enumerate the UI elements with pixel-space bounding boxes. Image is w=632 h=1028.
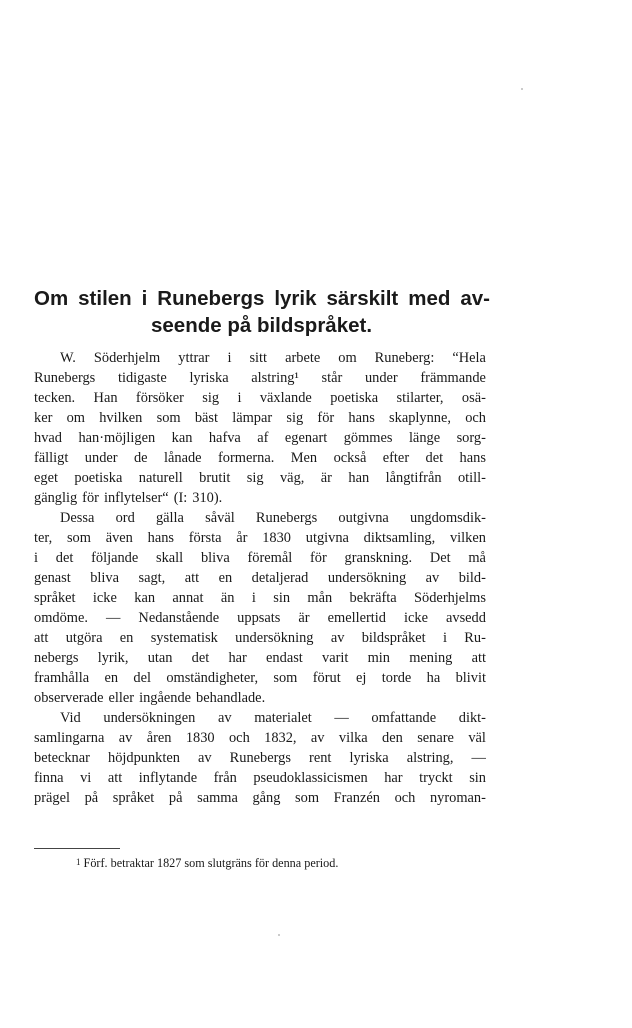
- word: han·möjligen: [78, 430, 156, 446]
- word: som: [273, 670, 298, 686]
- word: yttrar: [178, 350, 210, 366]
- word: lyrik,: [97, 650, 129, 666]
- word: lämpar: [232, 410, 273, 426]
- word: prägel: [34, 790, 70, 806]
- title-word: i: [141, 287, 148, 310]
- word: systematisk: [150, 630, 218, 646]
- word: torde: [381, 670, 412, 686]
- word: som: [295, 790, 320, 806]
- word: på: [84, 790, 99, 806]
- word: det: [425, 450, 444, 466]
- word: förut: [312, 670, 341, 686]
- footnote-marker: 1: [76, 857, 81, 867]
- word: dikt-: [458, 710, 486, 726]
- word: länge: [408, 430, 441, 446]
- word: otill-: [457, 470, 486, 486]
- word: och: [394, 790, 416, 806]
- word: stilarter,: [396, 390, 444, 406]
- word: inflytelser“: [103, 490, 169, 506]
- word: 1830: [262, 530, 291, 546]
- word: bildspråket: [361, 630, 426, 646]
- word: år: [236, 530, 248, 546]
- word: alstring¹: [251, 370, 299, 386]
- word: gömmes: [343, 430, 393, 446]
- title-word: Runebergs: [157, 287, 265, 310]
- word: ter,: [34, 530, 53, 546]
- word: behandlade.: [196, 690, 266, 706]
- word: Det: [429, 550, 451, 566]
- text-line: [34, 668, 486, 688]
- word: Runebergs: [229, 750, 291, 766]
- word: icke: [92, 590, 117, 606]
- title-word: av-: [460, 287, 490, 310]
- word: står: [321, 370, 343, 386]
- word: må: [468, 550, 486, 566]
- body-text: [34, 348, 486, 808]
- word: det: [55, 550, 74, 566]
- word: fälligt: [34, 450, 69, 466]
- footnote-rule: [34, 848, 120, 849]
- text-line: [34, 528, 486, 548]
- word: en: [104, 670, 119, 686]
- word: ungdomsdik-: [410, 510, 486, 526]
- word: av: [310, 730, 325, 746]
- text-line: [34, 628, 486, 648]
- word: —: [106, 610, 121, 626]
- text-line: [34, 768, 486, 788]
- word: —: [471, 750, 486, 766]
- word: kan: [134, 590, 156, 606]
- word: det: [191, 650, 210, 666]
- word: omdöme.: [34, 610, 88, 626]
- word: Nedanstående: [138, 610, 220, 626]
- word: kan: [171, 430, 193, 446]
- article-title-line-1: [34, 286, 490, 312]
- word: i: [34, 550, 38, 566]
- word: höjdpunkten: [108, 750, 180, 766]
- word: Han: [93, 390, 118, 406]
- word: och: [465, 410, 486, 426]
- text-line: [34, 648, 486, 668]
- text-line: [34, 388, 486, 408]
- word: i: [442, 630, 447, 646]
- word: de: [133, 450, 148, 466]
- word: under: [364, 370, 398, 386]
- word: åren: [146, 730, 172, 746]
- word: granskning.: [344, 550, 413, 566]
- word: rent: [309, 750, 332, 766]
- article-title-line-2: seende på bildspråket.: [151, 314, 373, 337]
- word: utgivna: [305, 530, 349, 546]
- word: diktsamling,: [363, 530, 436, 546]
- word: har: [228, 650, 247, 666]
- word: sig: [246, 470, 264, 486]
- text-line: [34, 488, 486, 508]
- word: undersökning: [327, 570, 407, 586]
- word: sin: [273, 590, 291, 606]
- word: outgivna: [338, 510, 389, 526]
- word: för: [82, 490, 99, 506]
- word: gänglig: [34, 490, 78, 506]
- word: ker: [34, 410, 53, 426]
- word: vilken: [449, 530, 486, 546]
- word: sig: [202, 390, 220, 406]
- word: tecken.: [34, 390, 76, 406]
- text-line: [34, 608, 486, 628]
- word: lyriska: [349, 750, 389, 766]
- word: vi: [80, 770, 92, 786]
- word: av: [425, 570, 440, 586]
- word: betecknar: [34, 750, 90, 766]
- word: observerade: [34, 690, 104, 706]
- word: sig: [286, 410, 304, 426]
- word: första: [188, 530, 222, 546]
- word: Men: [290, 450, 318, 466]
- title-word: stilen: [78, 287, 132, 310]
- word: skaplynne,: [389, 410, 451, 426]
- word: —: [334, 710, 349, 726]
- word: osä-: [461, 390, 486, 406]
- word: alstring,: [406, 750, 454, 766]
- word: att: [107, 770, 123, 786]
- word: gång: [252, 790, 281, 806]
- footnote: [76, 855, 338, 871]
- text-line: [34, 428, 486, 448]
- word: samlingarna: [34, 730, 105, 746]
- word: endast: [266, 650, 303, 666]
- word: som: [156, 410, 181, 426]
- word: om: [338, 350, 357, 366]
- word: omständigheter,: [166, 670, 259, 686]
- word: undersökning: [235, 630, 314, 646]
- word: blivit: [455, 670, 486, 686]
- word: följande: [91, 550, 139, 566]
- word: en: [218, 570, 233, 586]
- word: att: [34, 630, 49, 646]
- text-line: [34, 728, 486, 748]
- word: på: [168, 790, 183, 806]
- word: än: [220, 590, 235, 606]
- word: hafva: [208, 430, 241, 446]
- word: Dessa: [60, 510, 95, 526]
- word: tryckt: [419, 770, 453, 786]
- word: 1832,: [264, 730, 297, 746]
- word: senare: [417, 730, 454, 746]
- word: eller: [108, 690, 135, 706]
- word: materialet: [254, 710, 312, 726]
- word: bäst: [194, 410, 218, 426]
- word: min: [367, 650, 390, 666]
- word: för: [309, 550, 327, 566]
- word: under: [84, 450, 118, 466]
- word: lyriska: [189, 370, 229, 386]
- text-line: [34, 448, 486, 468]
- word: Franzén: [333, 790, 380, 806]
- word: sin: [469, 770, 486, 786]
- text-line: [34, 588, 486, 608]
- word: undersökningen: [103, 710, 196, 726]
- word: “Hela: [452, 350, 486, 366]
- word: af: [257, 430, 269, 446]
- word: pseudoklassicismen: [253, 770, 368, 786]
- text-line: [34, 568, 486, 588]
- word: icke: [403, 610, 428, 626]
- word: mening: [409, 650, 453, 666]
- word: finna: [34, 770, 64, 786]
- word: för: [317, 410, 335, 426]
- text-line: [34, 368, 486, 388]
- word: 1830: [185, 730, 215, 746]
- word: vilka: [338, 730, 368, 746]
- word: sorg-: [456, 430, 486, 446]
- scan-speck: [521, 88, 523, 90]
- word: inflytande: [138, 770, 198, 786]
- word: främmande: [420, 370, 486, 386]
- word: hans: [459, 450, 486, 466]
- word: mån: [307, 590, 333, 606]
- word: i: [237, 390, 242, 406]
- word: i: [227, 350, 232, 366]
- word: av: [330, 630, 345, 646]
- text-line: [34, 788, 486, 808]
- word: brutit: [199, 470, 231, 486]
- word: nebergs: [34, 650, 79, 666]
- word: i: [251, 590, 256, 606]
- word: språket: [112, 790, 155, 806]
- word: arbete: [285, 350, 321, 366]
- word: försöker: [135, 390, 184, 406]
- word: väl: [468, 730, 486, 746]
- word: såväl: [205, 510, 235, 526]
- word: Runebergs: [255, 510, 318, 526]
- word: formerna.: [217, 450, 275, 466]
- word: Söderhjelm: [93, 350, 161, 366]
- word: poetiska: [74, 470, 123, 486]
- text-line: [34, 408, 486, 428]
- word: språket: [34, 590, 76, 606]
- word: del: [133, 670, 151, 686]
- word: även: [105, 530, 133, 546]
- word: av: [198, 750, 212, 766]
- word: bekräfta: [349, 590, 397, 606]
- word: av: [217, 710, 232, 726]
- word: emellertid: [327, 610, 386, 626]
- footnote-text: Förf. betraktar 1827 som slutgräns för denna period.: [83, 856, 339, 870]
- word: ingående: [139, 690, 192, 706]
- scan-speck: [278, 934, 280, 936]
- title-word: Om: [34, 287, 69, 310]
- word: detaljerad: [251, 570, 309, 586]
- word: är: [298, 610, 310, 626]
- word: lånade: [164, 450, 202, 466]
- word: är: [320, 470, 332, 486]
- word: efter: [382, 450, 410, 466]
- word: har: [384, 770, 403, 786]
- text-line: [34, 508, 486, 528]
- word: om: [66, 410, 85, 426]
- word: 310).: [192, 490, 223, 506]
- word: föremål: [247, 550, 293, 566]
- word: annat: [172, 590, 204, 606]
- word: Ru-: [464, 630, 486, 646]
- title-word: lyrik: [274, 287, 317, 310]
- word: bliva: [200, 550, 230, 566]
- word: poetiska: [330, 390, 379, 406]
- word: skall: [156, 550, 184, 566]
- word: sitt: [249, 350, 268, 366]
- text-line: [34, 468, 486, 488]
- word: genast: [34, 570, 71, 586]
- word: uppsats: [237, 610, 281, 626]
- title-word: särskilt: [326, 287, 399, 310]
- word: hans: [147, 530, 175, 546]
- word: den: [382, 730, 403, 746]
- word: växlande: [259, 390, 312, 406]
- text-line: [34, 688, 486, 708]
- text-line: [34, 348, 486, 368]
- word: från: [213, 770, 237, 786]
- word: ord: [115, 510, 135, 526]
- word: som: [66, 530, 91, 546]
- word: att: [471, 650, 486, 666]
- word: framhålla: [34, 670, 90, 686]
- word: ha: [426, 670, 441, 686]
- word: samma: [197, 790, 238, 806]
- word: naturell: [138, 470, 183, 486]
- word: Söderhjelms: [414, 590, 486, 606]
- word: ej: [356, 670, 367, 686]
- word: utgöra: [65, 630, 103, 646]
- word: bliva: [90, 570, 120, 586]
- word: omfattande: [371, 710, 437, 726]
- word: långtifrån: [385, 470, 442, 486]
- word: tidigaste: [117, 370, 167, 386]
- text-line: [34, 548, 486, 568]
- word: avsedd: [445, 610, 486, 626]
- word: hans: [348, 410, 375, 426]
- word: att: [184, 570, 200, 586]
- word: Vid: [60, 710, 81, 726]
- word: gälla: [155, 510, 184, 526]
- word: nyroman-: [429, 790, 486, 806]
- word: bild-: [458, 570, 486, 586]
- word: eget: [34, 470, 58, 486]
- word: utan: [147, 650, 173, 666]
- text-line: [34, 748, 486, 768]
- word: egenart: [284, 430, 328, 446]
- word: väg,: [279, 470, 305, 486]
- word: Runeberg:: [374, 350, 435, 366]
- word: också: [333, 450, 367, 466]
- word: av: [118, 730, 133, 746]
- word: och: [228, 730, 250, 746]
- word: en: [119, 630, 134, 646]
- text-line: [34, 708, 486, 728]
- word: varit: [322, 650, 349, 666]
- word: hvilken: [99, 410, 143, 426]
- word: sagt,: [138, 570, 166, 586]
- title-word: med: [408, 287, 451, 310]
- word: hvad: [34, 430, 62, 446]
- word: han: [348, 470, 370, 486]
- word: (I:: [173, 490, 188, 506]
- word: Runebergs: [34, 370, 96, 386]
- word: W.: [60, 350, 76, 366]
